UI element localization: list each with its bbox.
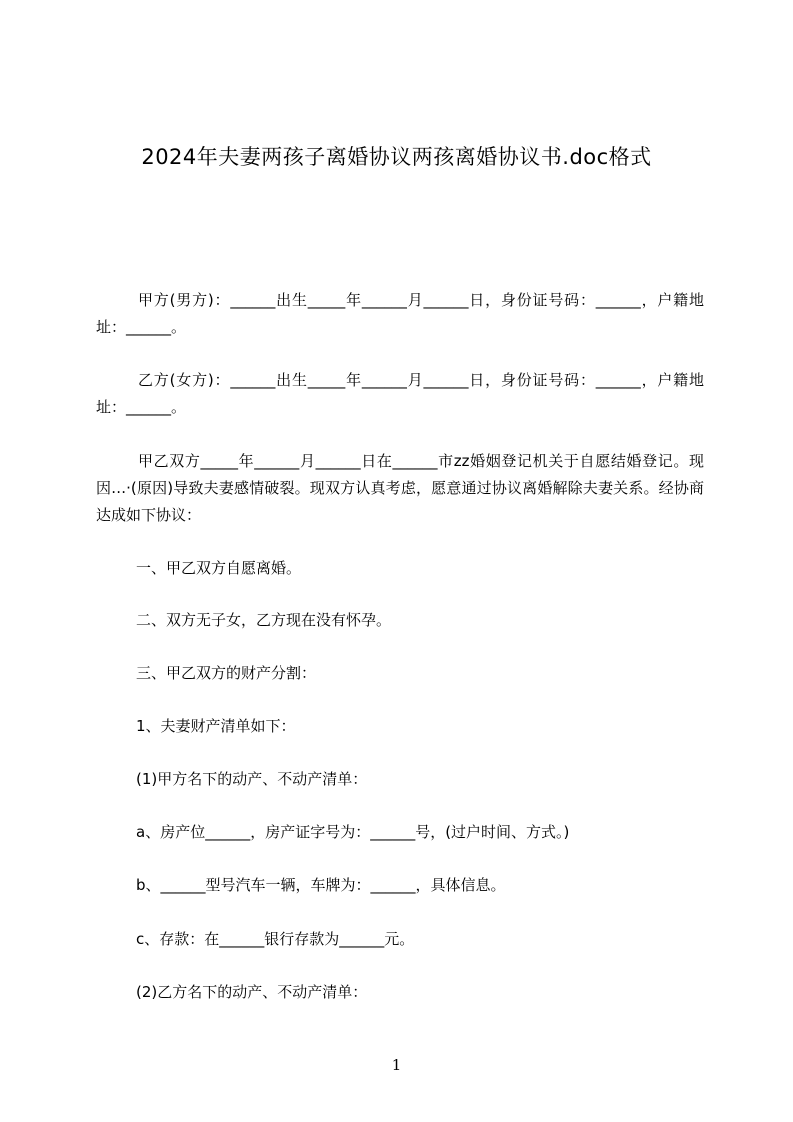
- party-a-paragraph: 甲方(男方)：______出生_____年______月______日，身份证号码：______，户籍地址：______。: [96, 291, 704, 336]
- property-item-b: b、______型号汽车一辆，车牌为：______，具体信息。: [136, 876, 506, 894]
- party-a-property-heading: (1)甲方名下的动产、不动产清单：: [136, 770, 368, 788]
- clause-3-heading: 三、甲乙双方的财产分割：: [136, 664, 317, 682]
- party-b-property-heading: (2)乙方名下的动产、不动产清单：: [136, 983, 368, 1001]
- clause-1: 一、甲乙双方自愿离婚。: [136, 559, 302, 577]
- property-item-a: a、房产位______，房产证字号为：______号，(过户时间、方式。): [136, 823, 570, 841]
- property-list-heading: 1、夫妻财产清单如下：: [136, 717, 296, 735]
- document-title: 2024年夫妻两孩子离婚协议两孩离婚协议书.doc格式: [141, 145, 652, 169]
- page-number: 1: [391, 1056, 402, 1074]
- marriage-info-paragraph: 甲乙双方_____年______月______日在______市zz婚姻登记机关于自愿结婚登记。现因…·(原因)导致夫妻感情破裂。现双方认真考虑，愿意通过协议离婚解除夫妻关系。经协商达成如下协议：: [96, 452, 704, 524]
- property-item-c: c、存款：在______银行存款为______元。: [136, 930, 415, 948]
- clause-2: 二、双方无子女，乙方现在没有怀孕。: [136, 611, 392, 629]
- party-b-paragraph: 乙方(女方)：______出生_____年______月______日，身份证号码：______，户籍地址：______。: [96, 371, 704, 416]
